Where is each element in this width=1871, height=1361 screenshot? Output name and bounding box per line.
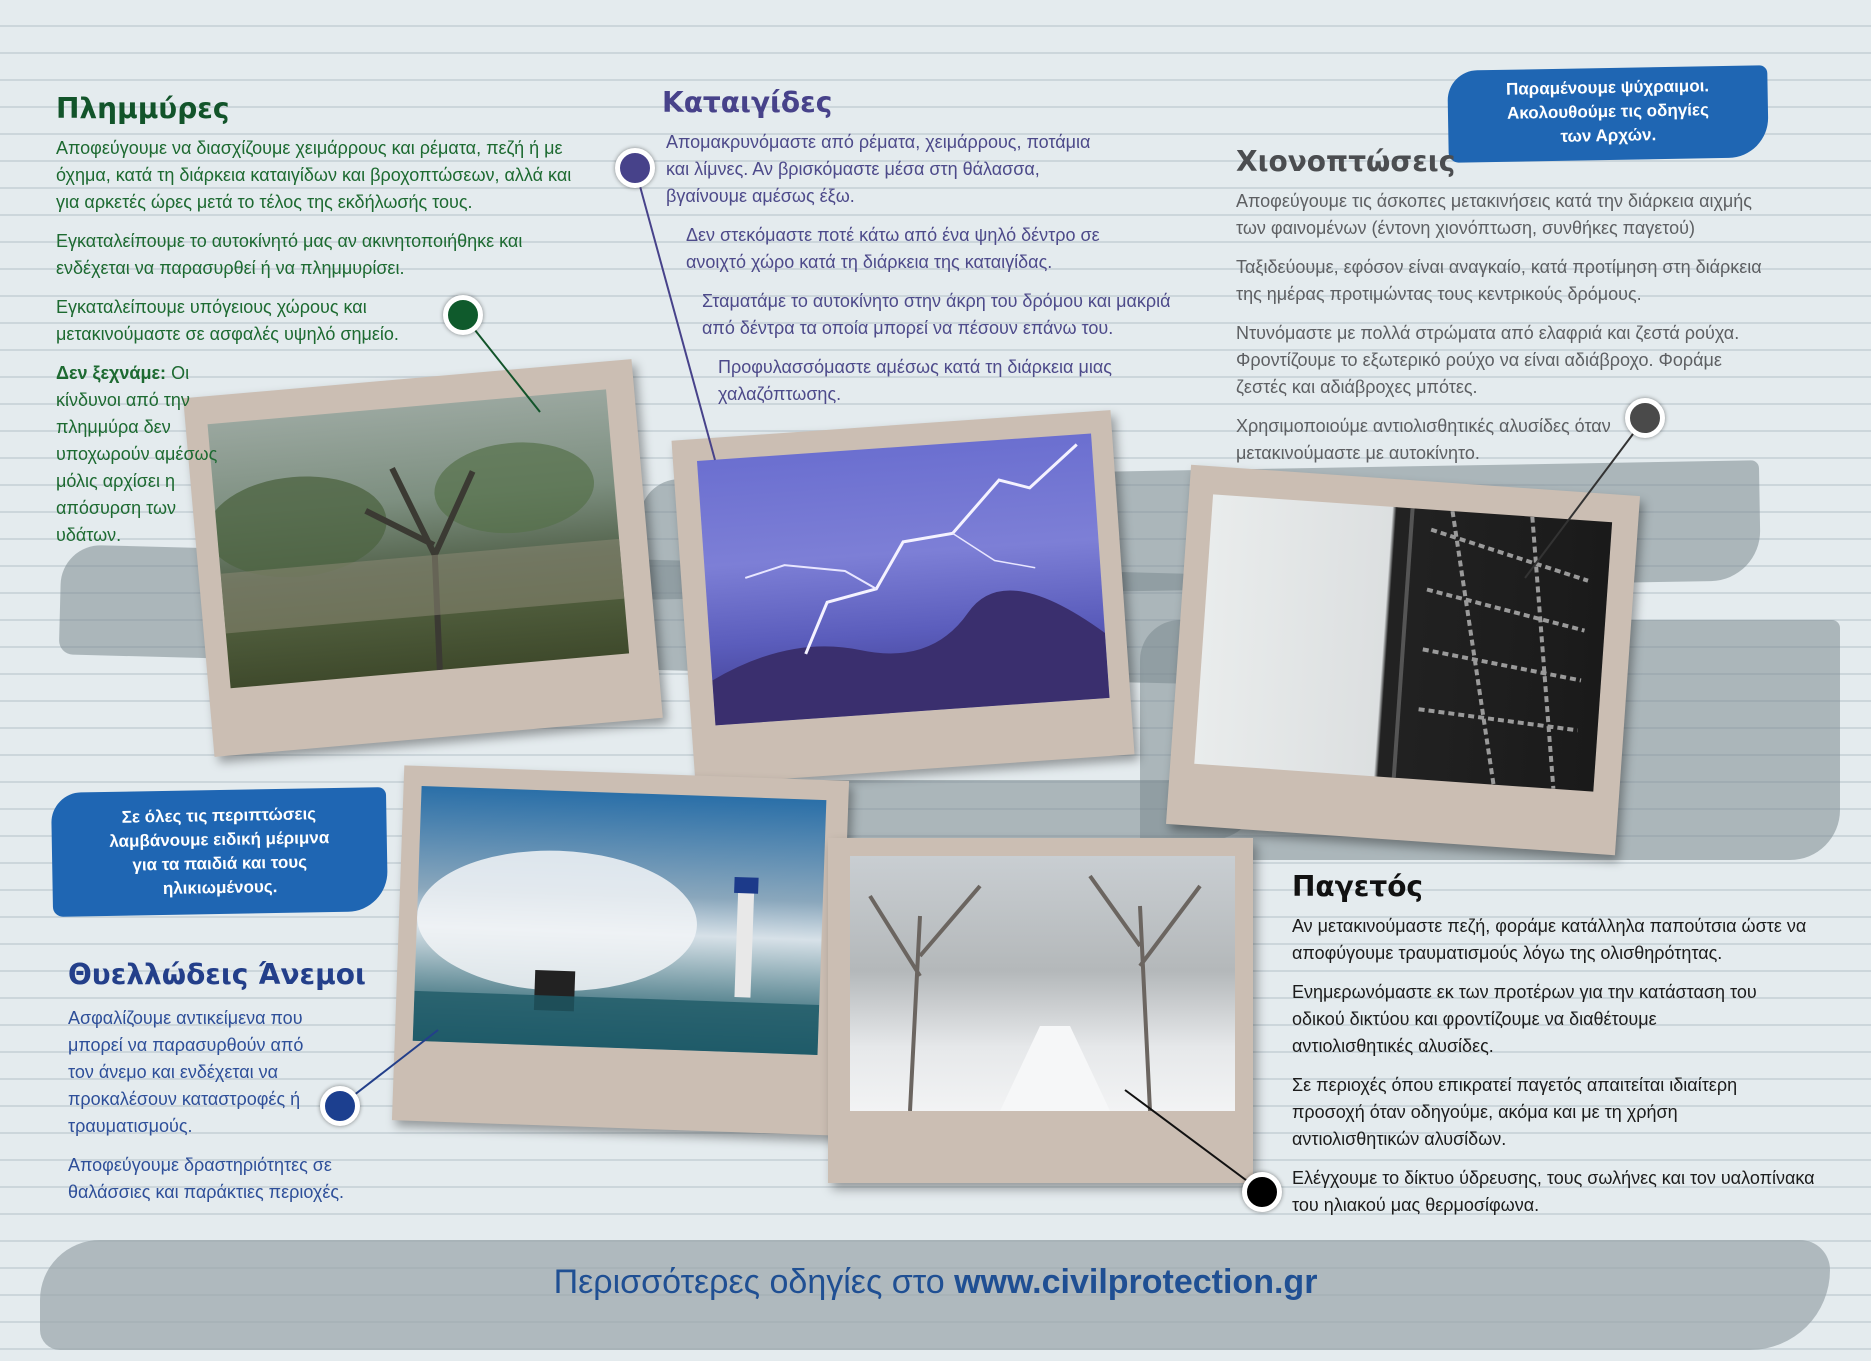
frost-p2: Ενημερωνόμαστε εκ των προτέρων για την κατάσταση του οδικού δικτύου και φροντίζουμε να διαθέτουμε αντιολισθητικές αλυσίδες.	[1292, 982, 1757, 1056]
storms-p4: Προφυλασσόμαστε αμέσως κατά τη διάρκεια μιας χαλαζόπτωσης.	[718, 357, 1112, 404]
storms-dot	[615, 148, 655, 188]
snow-title: Χιονοπτώσεις	[1236, 145, 1456, 178]
frost-section	[1292, 870, 1832, 1231]
storms-p3: Σταματάμε το αυτοκίνητο στην άκρη του δρόμου και μακριά από δέντρα τα οποία μπορεί να πέσουν επάνω του.	[702, 291, 1171, 338]
floods-p1: Αποφεύγουμε να διασχίζουμε χειμάρρους και ρέματα, πεζή ή με όχημα, κατά τη διάρκεια καταιγίδων και βροχοπτώσεων, αλλά και για αρκετές ώρες μετά το τέλος της εκδήλωσής τους.	[56, 138, 572, 212]
footer	[0, 1263, 1871, 1302]
floods-section	[56, 92, 596, 561]
winds-p2: Αποφεύγουμε δραστηριότητες σε θαλάσσιες και παράκτιες περιοχές.	[68, 1155, 345, 1202]
storms-p2: Δεν στεκόμαστε ποτέ κάτω από ένα ψηλό δέντρο σε ανοιχτό χώρο κατά τη διάρκεια της καταιγίδας.	[686, 225, 1100, 272]
winds-p1: Ασφαλίζουμε αντικείμενα που μπορεί να παρασυρθούν από τον άνεμο και ενδέχεται να προκαλέσουν καταστροφές ή τραυματισμούς.	[68, 1008, 304, 1136]
winds-title: Θυελλώδεις Άνεμοι	[68, 958, 366, 991]
floods-p2: Εγκαταλείπουμε το αυτοκίνητό μας αν ακινητοποιήθηκε και ενδέχεται να παρασυρθεί ή να πλημμυρίσει.	[56, 231, 523, 278]
snow-section	[1236, 145, 1776, 479]
floods-p4-text: Οι κίνδυνοι από την πλημμύρα δεν υποχωρούν αμέσως μόλις αρχίσει η απόσυρση των υδάτων.	[56, 363, 218, 545]
winds-section	[68, 958, 366, 1218]
footer-prefix: Περισσότερες οδηγίες στο	[553, 1263, 945, 1301]
storms-title: Καταιγίδες	[662, 86, 833, 119]
frost-p3: Σε περιοχές όπου επικρατεί παγετός απαιτείται ιδιαίτερη προσοχή όταν οδηγούμε, ακόμα και με τη χρήση αντιολισθητικών αλυσίδων.	[1292, 1075, 1738, 1149]
floods-title: Πλημμύρες	[56, 92, 230, 125]
care-tag-text: Σε όλες τις περιπτώσεις λαμβάνουμε ειδική μέριμνα για τα παιδιά και τους ηλικιωμένους.	[109, 804, 330, 898]
floods-p3: Εγκαταλείπουμε υπόγειους χώρους και μετακινούμαστε σε ασφαλές υψηλό σημείο.	[56, 297, 399, 344]
snow-p3: Ντυνόμαστε με πολλά στρώματα από ελαφριά και ζεστά ρούχα. Φροντίζουμε το εξωτερικό ρούχο να είναι αδιάβροχο. Φοράμε ζεστές και αδιάβροχες μπότες.	[1236, 323, 1740, 397]
frost-title: Παγετός	[1292, 870, 1424, 903]
calm-tag-text: Παραμένουμε ψύχραιμοι. Ακολουθούμε τις οδηγίες των Αρχών.	[1505, 76, 1710, 146]
storms-p1: Απομακρυνόμαστε από ρέματα, χειμάρρους, ποτάμια και λίμνες. Αν βρισκόμαστε μέσα στη θάλασσα, βγαίνουμε αμέσως έξω.	[666, 132, 1091, 206]
floods-p4-bold: Δεν ξεχνάμε:	[56, 363, 167, 383]
frost-dot	[1242, 1172, 1282, 1212]
footer-link[interactable]: www.civilprotection.gr	[954, 1263, 1318, 1301]
frost-p4: Ελέγχουμε το δίκτυο ύδρευσης, τους σωλήνες και τον υαλοπίνακα του ηλιακού μας θερμοσίφωνα.	[1292, 1168, 1815, 1215]
floods-p4	[56, 360, 231, 549]
snow-p1: Αποφεύγουμε τις άσκοπες μετακινήσεις κατά την διάρκεια αιχμής των φαινομένων (έντονη χιονόπτωση, συνθήκες παγετού)	[1236, 191, 1752, 238]
snow-p4: Χρησιμοποιούμε αντιολισθητικές αλυσίδες όταν μετακινούμαστε με αυτοκίνητο.	[1236, 416, 1611, 463]
storms-section	[662, 86, 1182, 420]
snow-p2: Ταξιδεύουμε, εφόσον είναι αναγκαίο, κατά προτίμηση στη διάρκεια της ημέρας προτιμώντας τους κεντρικούς δρόμους.	[1236, 257, 1762, 304]
frost-p1: Αν μετακινούμαστε πεζή, φοράμε κατάλληλα παπούτσια ώστε να αποφύγουμε τραυματισμούς λόγω της ολισθηρότητας.	[1292, 916, 1807, 963]
